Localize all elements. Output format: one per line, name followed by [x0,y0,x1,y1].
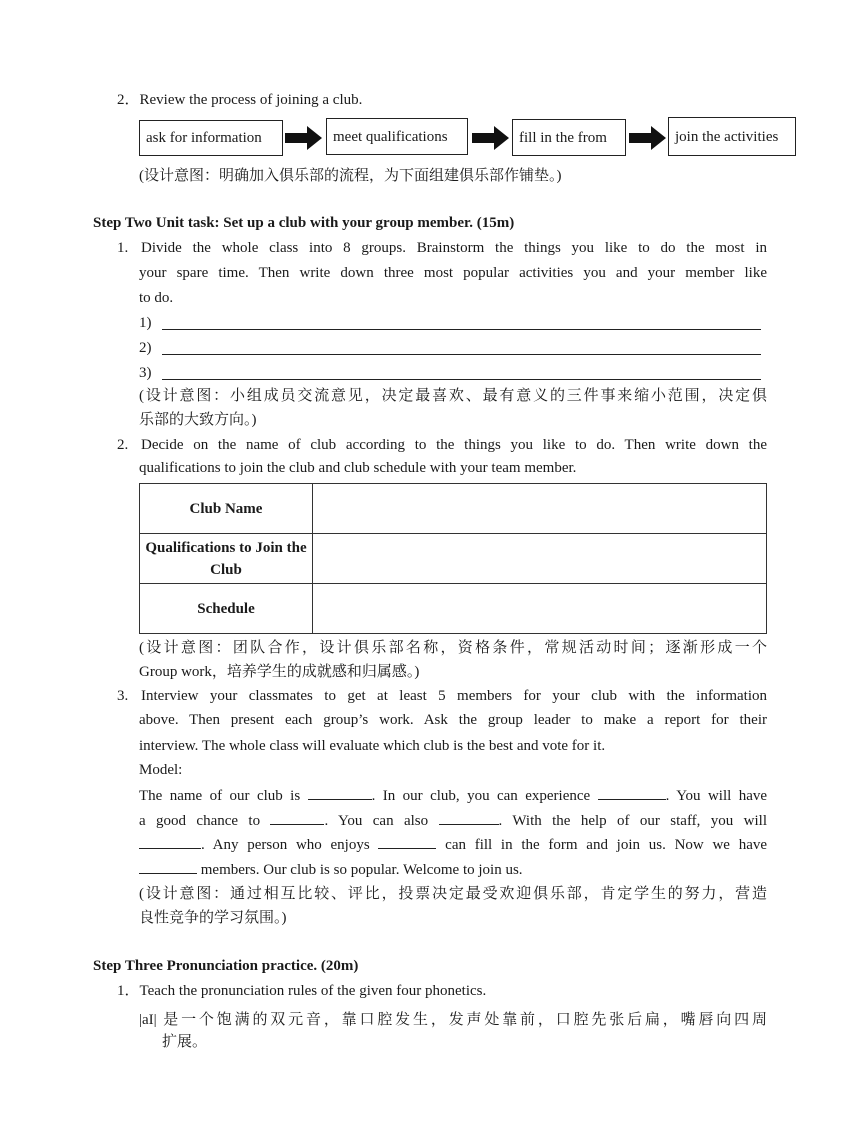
item3-line: above. Then present each group’s work. Ask the group leader to make a report for their [139,712,767,728]
answer-blank[interactable] [162,354,761,355]
model-line [139,810,767,831]
model-blank[interactable] [439,810,499,825]
item1-line: to do. [139,290,174,306]
model-blank[interactable] [308,785,372,800]
model-blank[interactable] [270,810,324,825]
phonetic-line: 扩展。 [162,1034,208,1050]
table-row [140,584,767,634]
item3-line: interview. The whole class will evaluate which club is the best and vote for it. [139,738,606,754]
qualifications-label: Qualifications to Join the Club [140,534,313,584]
item1-line: your spare time. Then write down three most popular activities you and your member like [139,265,767,281]
qualifications-cell[interactable] [313,534,767,584]
model-text: . In our club, you can experience [371,788,591,804]
item-number: 3. [117,688,129,704]
review-note: (设计意图：明确加入俱乐部的流程，为下面组建俱乐部作铺垫。) [139,168,562,184]
schedule-label: Schedule [140,584,313,634]
club-name-cell[interactable] [313,484,767,534]
flow-arrow-icon [472,125,510,151]
club-table [139,483,767,634]
flow-arrow-icon [629,125,667,151]
item2-line: qualifications to join the club and club schedule with your team member. [139,460,577,476]
item-number: 1. [117,240,129,256]
model-blank[interactable] [378,834,436,849]
item2-note: Group work，培养学生的成就感和归属感。) [139,664,420,680]
review-heading: 2．Review the process of joining a club. [117,92,363,108]
answer-blank[interactable] [162,329,761,330]
model-text: . You will have [665,788,768,804]
flow-step-join: join the activities [668,117,796,156]
item3-line: Interview your classmates to get at least 5 members for your club with the information [141,688,767,704]
model-blank[interactable] [139,859,197,874]
item-number: 2. [117,437,129,453]
step-two-heading: Step Two Unit task: Set up a club with your group member. (15m) [93,215,515,231]
flow-step-meet: meet qualifications [326,118,468,155]
model-line [139,834,767,855]
answer-label: 2) [139,340,152,356]
flow-step-fill: fill in the from [512,119,626,156]
model-label: Model: [139,762,183,778]
model-text: can fill in the form and join us. Now we have [445,837,768,853]
model-line [139,859,523,880]
item3-note: 良性竞争的学习氛围。) [139,910,287,926]
item1-note: 乐部的大致方向。) [139,412,257,428]
item1-line: Divide the whole class into 8 groups. Brainstorm the things you like to do the most in [141,240,767,256]
answer-blank[interactable] [162,379,761,380]
model-line [139,785,767,806]
flow-arrow-icon [285,125,323,151]
model-text: . You can also [324,813,429,829]
model-blank[interactable] [139,834,201,849]
table-row [140,484,767,534]
model-text: a good chance to [139,813,261,829]
schedule-cell[interactable] [313,584,767,634]
model-blank[interactable] [598,785,666,800]
item1-note: (设计意图：小组成员交流意见，决定最喜欢、最有意义的三件事来缩小范围，决定俱 [139,388,767,404]
flow-step-ask: ask for information [139,120,283,156]
item2-line: Decide on the name of club according to the things you like to do. Then write down the [141,437,767,453]
item2-note: (设计意图：团队合作，设计俱乐部名称，资格条件，常规活动时间；逐渐形成一个 [139,640,767,656]
step-three-heading: Step Three Pronunciation practice. (20m) [93,958,359,974]
model-text: members. Our club is so popular. Welcome to join us. [200,862,523,878]
table-row [140,534,767,584]
item3-note: (设计意图：通过相互比较、评比，投票决定最受欢迎俱乐部，肯定学生的努力，营造 [139,886,767,902]
model-text: . Any person who enjoys [201,837,370,853]
answer-label: 1) [139,315,152,331]
phonetic-line: |aI| 是一个饱满的双元音，靠口腔发生，发声处靠前，口腔先张后扁，嘴唇向四周 [139,1012,767,1028]
step-three-item1: 1．Teach the pronunciation rules of the given four phonetics. [117,983,487,999]
model-text: The name of our club is [139,788,301,804]
answer-label: 3) [139,365,152,381]
club-name-label: Club Name [140,484,313,534]
model-text: . With the help of our staff, you will [498,813,768,829]
